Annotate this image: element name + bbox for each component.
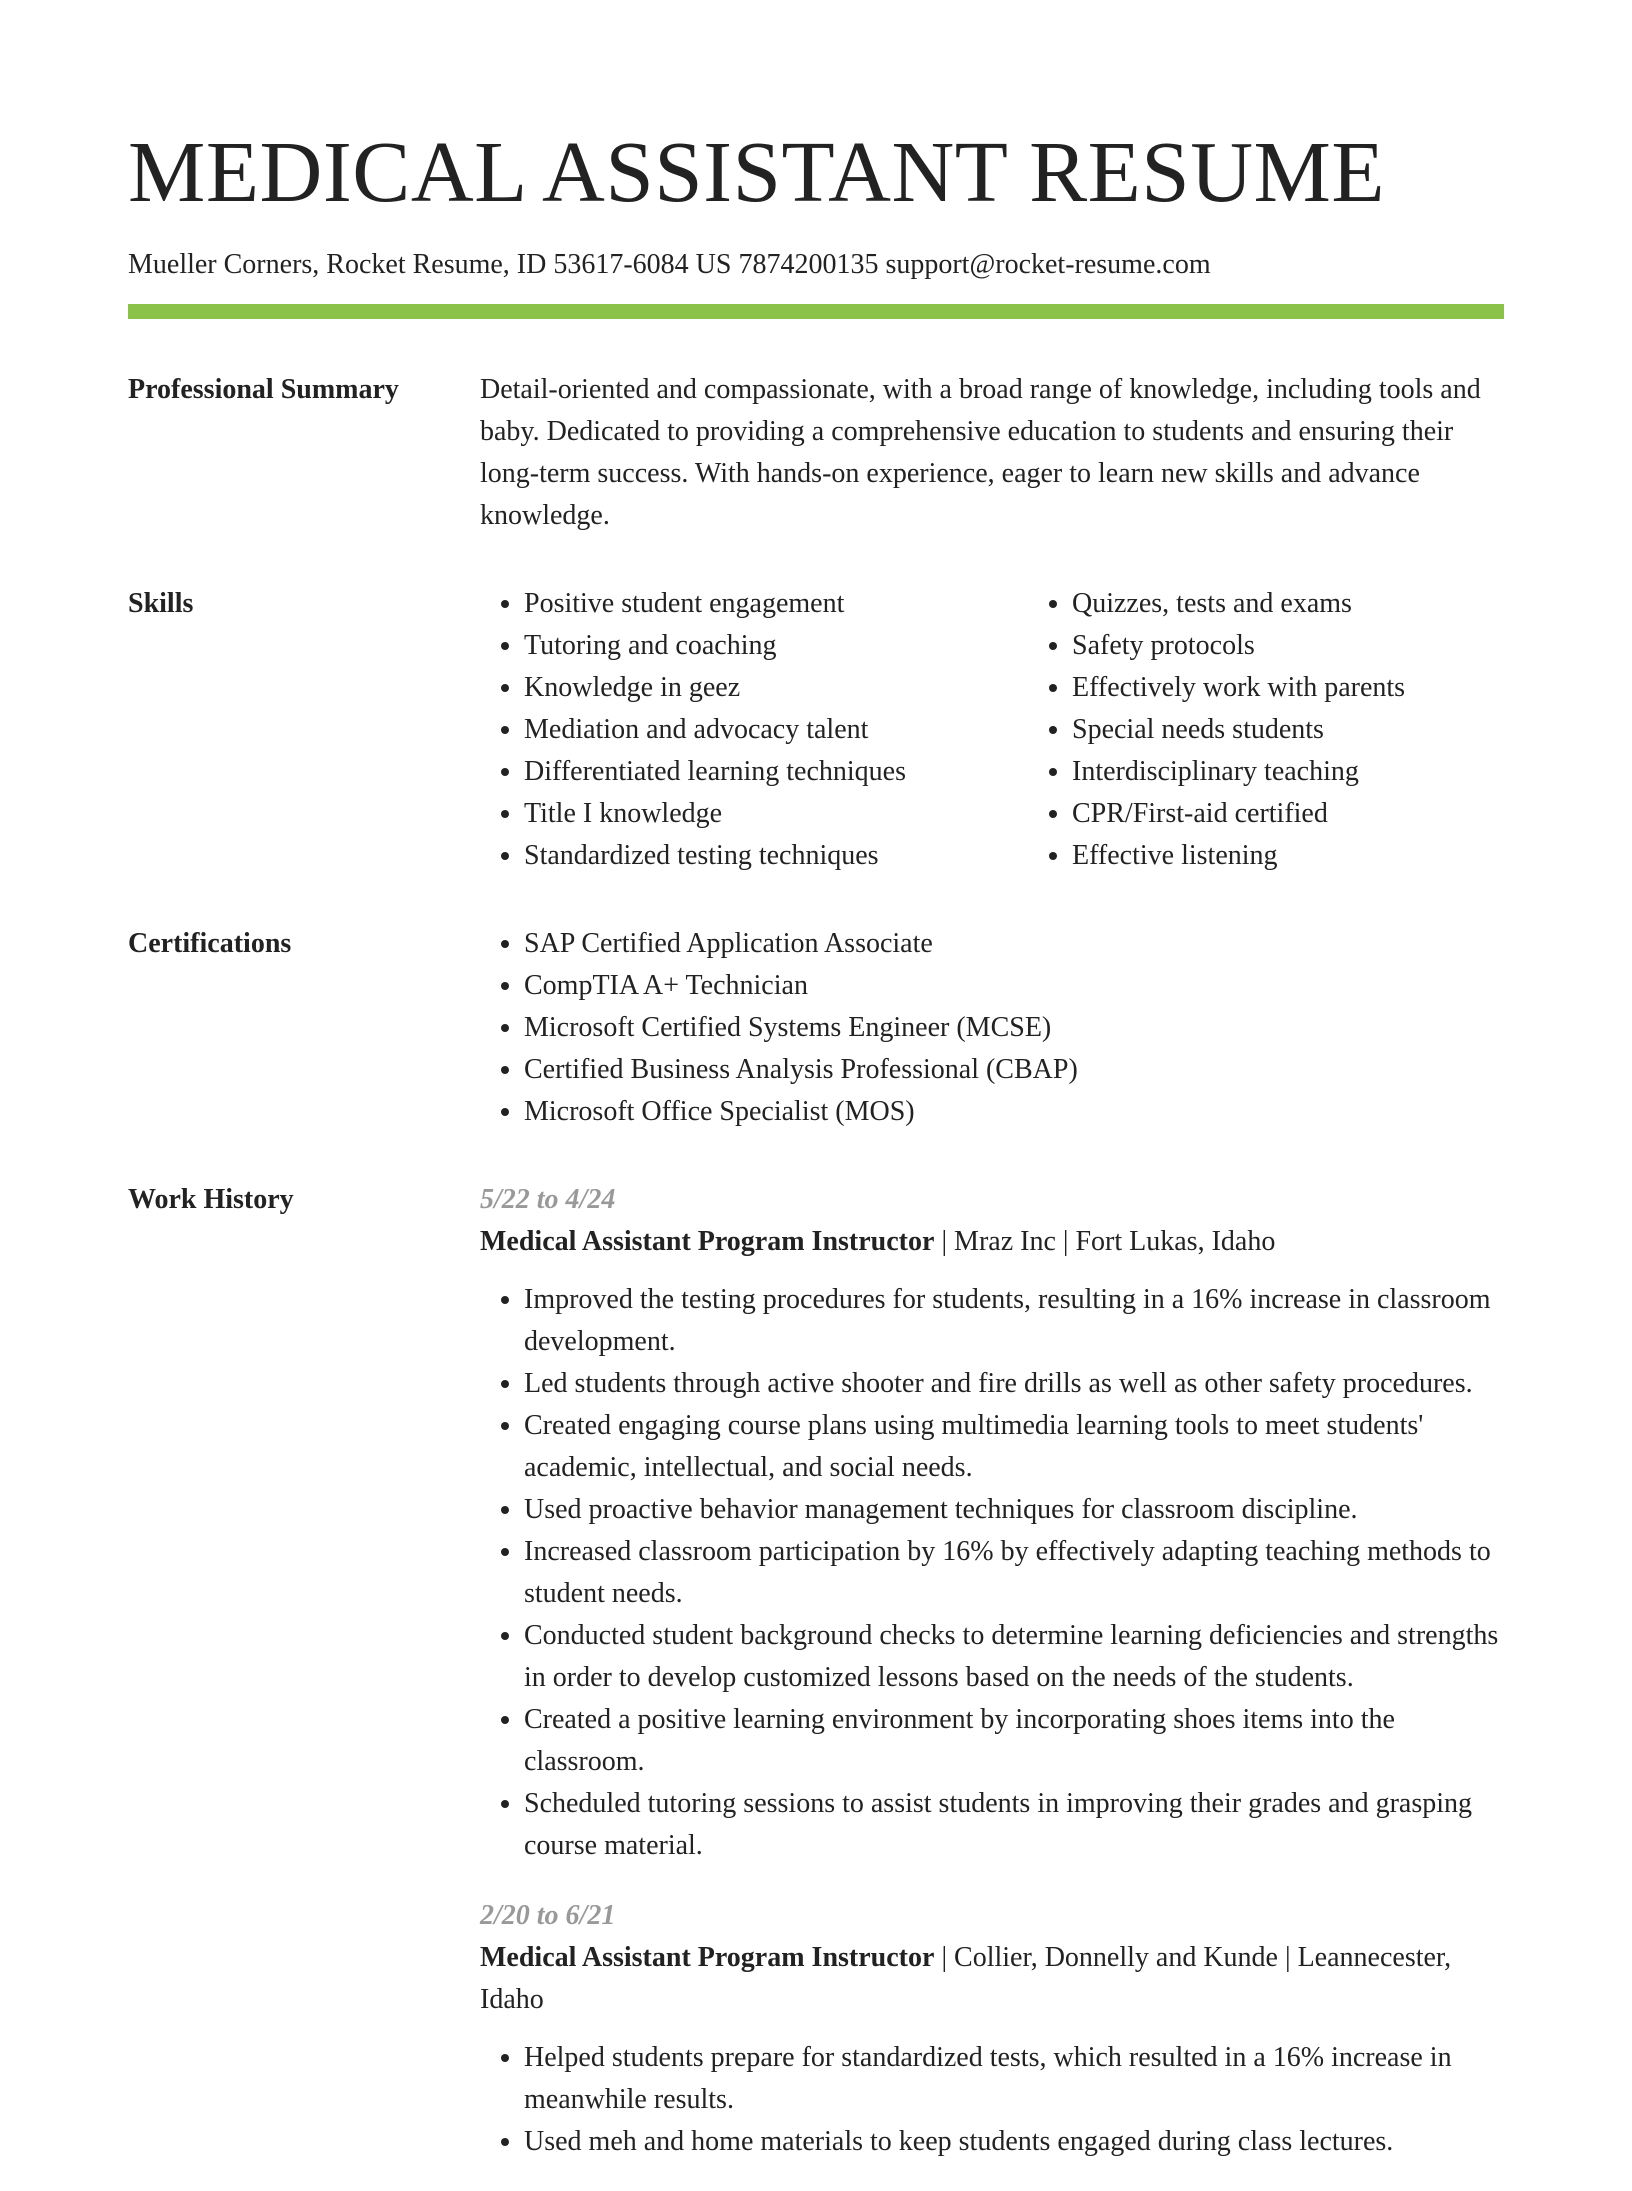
contact-line: Mueller Corners, Rocket Resume, ID 53617-6084 US 7874200135 support@rocket-resume.com [128, 249, 1211, 280]
job-bullet: • Helped students prepare for standardized tests, which resulted in a 16% increase in meanwhile results. [524, 2037, 1504, 2121]
skill-item: • Differentiated learning techniques [524, 751, 1028, 793]
summary-heading: Professional Summary [128, 374, 399, 405]
job-title: Medical Assistant Program Instructor [480, 1226, 935, 1257]
resume-page [128, 122, 1504, 2191]
certification-item: • Microsoft Office Specialist (MOS) [524, 1091, 1504, 1133]
job-bullet: • Improved the testing procedures for students, resulting in a 16% increase in classroom development. [524, 1279, 1504, 1363]
job-dates: 5/22 to 4/24 [480, 1184, 616, 1215]
work-history-heading: Work History [128, 1184, 294, 1215]
skills-list-right [1028, 583, 1504, 877]
skill-item: • Quizzes, tests and exams [1072, 583, 1504, 625]
skill-item: • Tutoring and coaching [524, 625, 1028, 667]
job-title: Medical Assistant Program Instructor [480, 1942, 935, 1973]
skill-item: • Effectively work with parents [1072, 667, 1504, 709]
skills-section [128, 583, 1504, 877]
job-dates: 2/20 to 6/21 [480, 1900, 616, 1931]
skill-item: • Safety protocols [1072, 625, 1504, 667]
job-title-line [480, 1937, 1504, 2021]
certification-item: • Certified Business Analysis Professional (CBAP) [524, 1049, 1504, 1091]
job-bullet: • Conducted student background checks to determine learning deficiencies and strengths in order to develop customized lessons based on the needs of the students. [524, 1615, 1504, 1699]
job-bullets [480, 2037, 1504, 2163]
certification-item: • Microsoft Certified Systems Engineer (MCSE) [524, 1007, 1504, 1049]
job-entry [480, 1895, 1504, 2163]
summary-text: Detail-oriented and compassionate, with a broad range of knowledge, including tools and baby. Dedicated to providing a comprehensive education to students and ensuring their long-term success. With hands-on experience, eager to learn new skills and advance knowledge. [480, 374, 1481, 531]
skill-item: • Positive student engagement [524, 583, 1028, 625]
job-entry [480, 1179, 1504, 1867]
certifications-section [128, 923, 1504, 1133]
work-history-section [128, 1179, 1504, 2191]
job-bullet: • Led students through active shooter and fire drills as well as other safety procedures. [524, 1363, 1504, 1405]
certifications-heading: Certifications [128, 928, 292, 959]
skills-list-left [480, 583, 1028, 877]
certification-item: • SAP Certified Application Associate [524, 923, 1504, 965]
job-bullet: • Used proactive behavior management techniques for classroom discipline. [524, 1489, 1504, 1531]
job-bullet: • Scheduled tutoring sessions to assist students in improving their grades and grasping course material. [524, 1783, 1504, 1867]
job-bullet: • Created a positive learning environment by incorporating shoes items into the classroom. [524, 1699, 1504, 1783]
resume-title: MEDICAL ASSISTANT RESUME [128, 123, 1386, 220]
job-bullet: • Used meh and home materials to keep students engaged during class lectures. [524, 2121, 1504, 2163]
job-title-line [480, 1221, 1504, 1263]
job-bullet: • Increased classroom participation by 16% by effectively adapting teaching methods to student needs. [524, 1531, 1504, 1615]
certifications-list [480, 923, 1504, 1133]
skill-item: • CPR/First-aid certified [1072, 793, 1504, 835]
skill-item: • Standardized testing techniques [524, 835, 1028, 877]
skill-item: • Title I knowledge [524, 793, 1028, 835]
skill-item: • Knowledge in geez [524, 667, 1028, 709]
skill-item: • Interdisciplinary teaching [1072, 751, 1504, 793]
certification-item: • CompTIA A+ Technician [524, 965, 1504, 1007]
job-employer-location: | Collier, Donnelly and Kunde | Leannecester, Idaho [480, 1942, 1452, 2015]
summary-section [128, 369, 1504, 537]
job-employer-location: | Mraz Inc | Fort Lukas, Idaho [934, 1226, 1276, 1257]
skill-item: • Special needs students [1072, 709, 1504, 751]
job-bullet: • Created engaging course plans using multimedia learning tools to meet students' academic, intellectual, and social needs. [524, 1405, 1504, 1489]
skill-item: • Mediation and advocacy talent [524, 709, 1028, 751]
skills-heading: Skills [128, 588, 194, 619]
job-bullets [480, 1279, 1504, 1867]
skill-item: • Effective listening [1072, 835, 1504, 877]
header-divider [128, 304, 1504, 319]
